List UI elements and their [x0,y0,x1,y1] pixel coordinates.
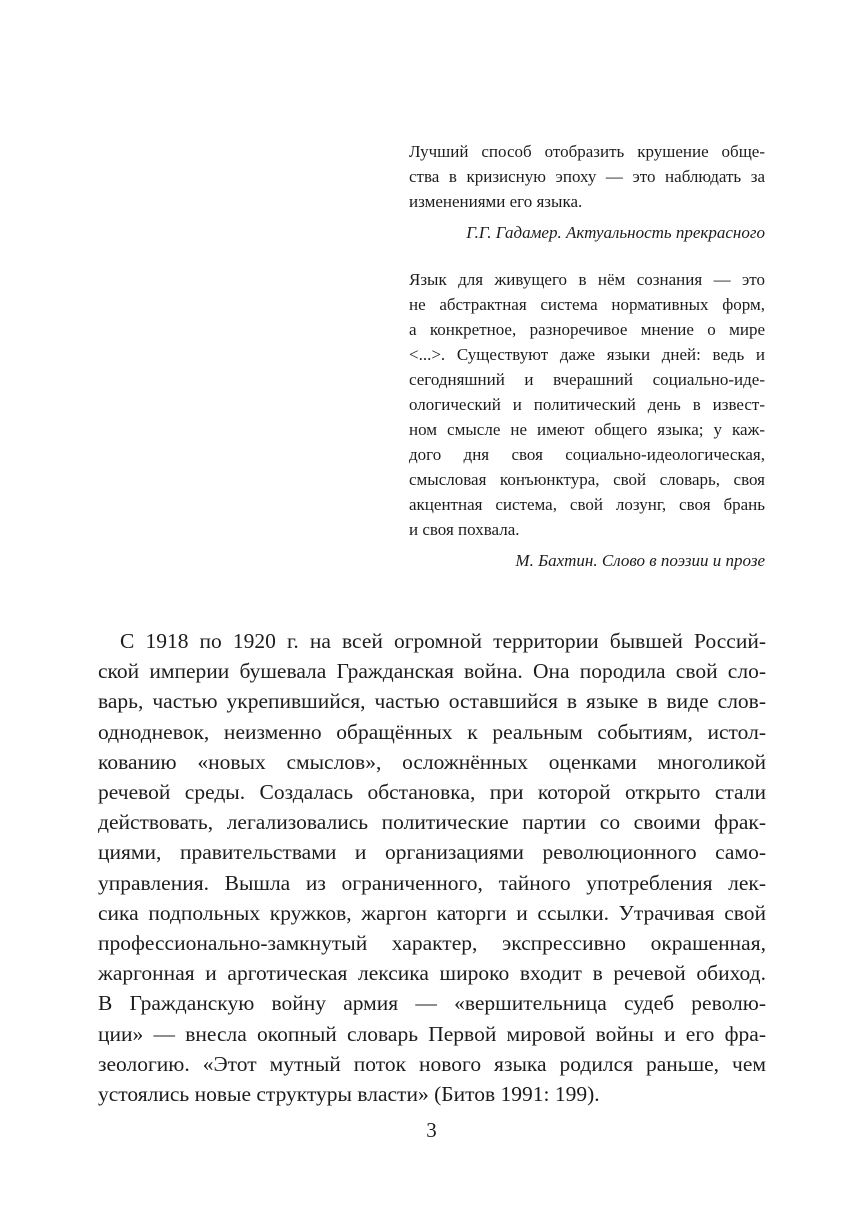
epigraph-line: дого дня своя социально-идеологическая, [409,445,765,464]
body-line: устоялись новые структуры власти» (Битов 1991: 199). [98,1082,600,1107]
body-paragraph [98,626,766,1109]
epigraph-line: сегодняшний и вчерашний социально-иде- [409,370,765,389]
epigraph-line: <...>. Существуют даже языки дней: ведь и [409,345,765,364]
body-line: циями, правительствами и организациями революционного само- [98,840,766,865]
epigraph-attribution: Г.Г. Гадамер. Актуальность прекрасного [466,223,765,242]
body-line: управления. Вышла из ограниченного, тайного употребления лек- [98,870,766,895]
body-line: варь, частью укрепившийся, частью оставшийся в языке в виде слов- [98,689,766,714]
epigraph-line: ологический и политический день в извест- [409,395,765,414]
epigraph-line: акцентная система, свой лозунг, своя брань [409,495,765,514]
epigraph-attribution: М. Бахтин. Слово в поэзии и прозе [515,551,765,570]
epigraph-line: смысловая конъюнктура, свой словарь, своя [409,470,765,489]
body-line: С 1918 по 1920 г. на всей огромной территории бывшей Россий- [120,629,766,653]
body-line: действовать, легализовались политические партии со своими фрак- [98,810,766,835]
page-number: 3 [426,1118,437,1142]
body-line: однодневок, неизменно обращённых к реальным событиям, истол- [98,719,766,744]
epigraph-line: Лучший способ отобразить крушение обще- [409,142,765,161]
body-line: ции» — внесла окопный словарь Первой мировой войны и его фра- [98,1021,766,1046]
body-line: В Гражданскую войну армия — «вершительница судеб револю- [98,991,766,1016]
epigraph-line: а конкретное, разноречивое мнение о мире [409,320,765,339]
epigraph-line: Язык для живущего в нём сознания — это [409,270,765,289]
epigraph-bakhtin [409,267,765,573]
body-line: зеологию. «Этот мутный поток нового языка родился раньше, чем [98,1051,766,1076]
body-line: кованию «новых смыслов», осложнённых оценками многоликой [98,749,766,774]
epigraph-line: и своя похвала. [409,520,520,539]
epigraph-line: ства в кризисную эпоху — это наблюдать за [409,167,765,186]
body-line: жаргонная и арготическая лексика широко входит в речевой обиход. [98,961,766,986]
epigraph-line: ном смысле не имеют общего языка; у каж- [409,420,765,439]
body-line: речевой среды. Создалась обстановка, при которой открыто стали [98,780,766,805]
epigraph-line: не абстрактная система нормативных форм, [409,295,765,314]
body-line: сика подпольных кружков, жаргон каторги и ссылки. Утрачивая свой [98,900,766,925]
epigraph-gadamer [409,139,765,245]
body-line: ской империи бушевала Гражданская война. Она породила свой сло- [98,659,766,684]
body-line: профессионально-замкнутый характер, экспрессивно окрашенная, [98,931,766,956]
epigraph-line: изменениями его языка. [409,192,583,211]
